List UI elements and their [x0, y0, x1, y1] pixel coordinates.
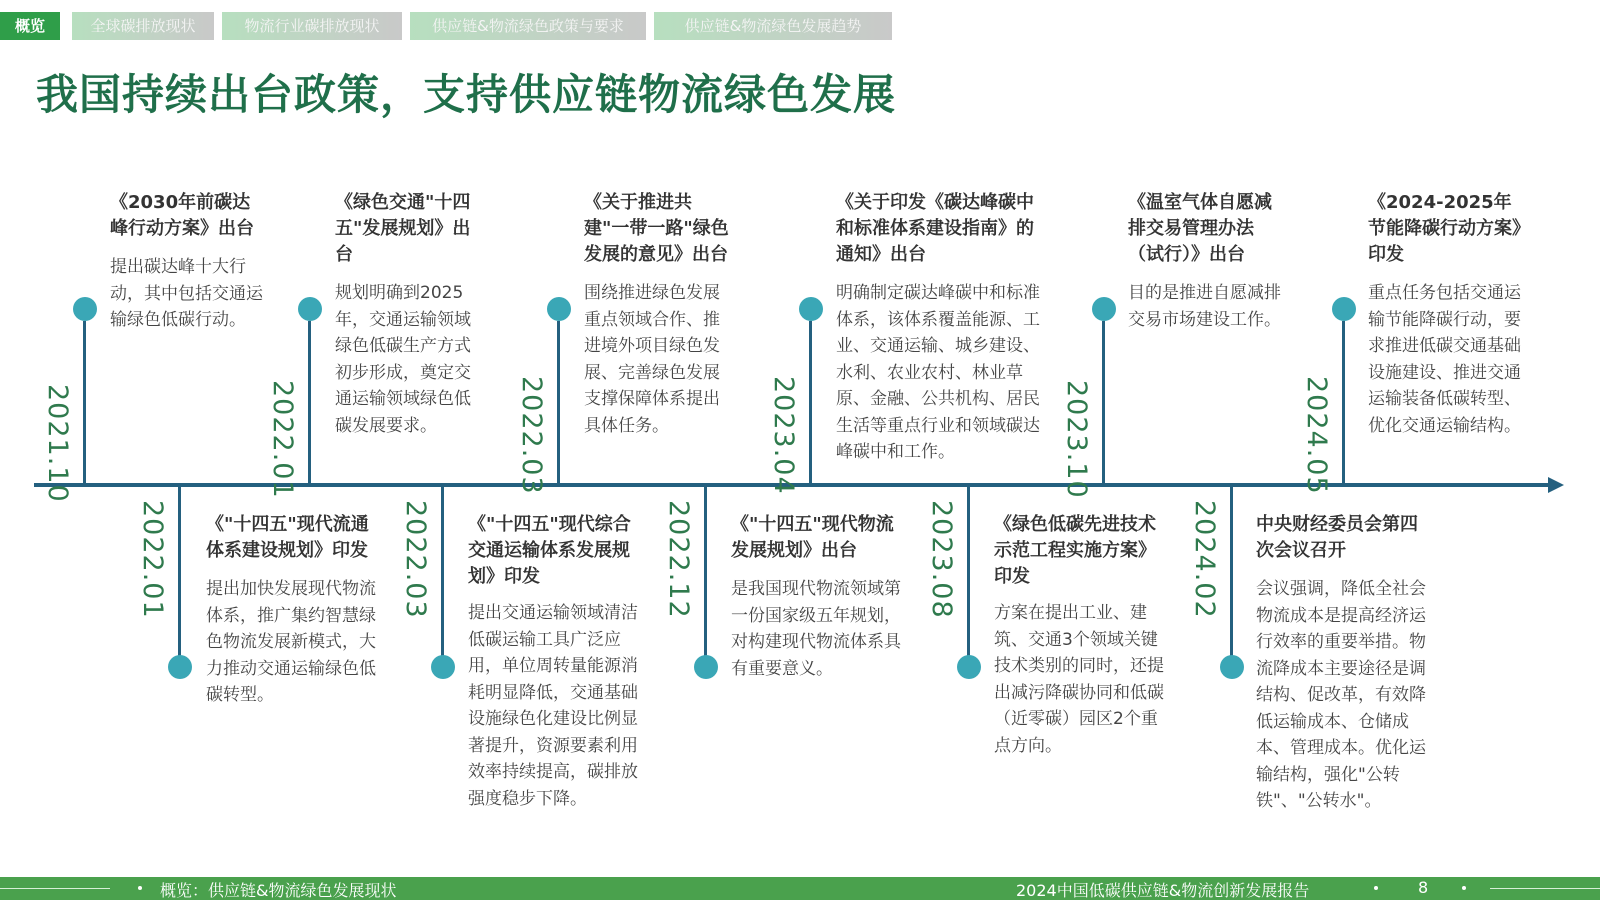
event-date: 2022.03: [400, 500, 431, 619]
footer-bullet: [138, 886, 142, 890]
timeline-dot: [73, 297, 97, 321]
event-desc: 明确制定碳达峰碳中和标准体系，该体系覆盖能源、工业、交通运输、城乡建设、水利、农业农村、林业草原、金融、公共机构、居民生活等重点行业和领域碳达峰碳中和工作。: [836, 283, 1040, 462]
timeline-dot: [1220, 655, 1244, 679]
timeline-stem: [178, 487, 181, 657]
event-date: 2022.01: [137, 500, 168, 619]
tab-overview[interactable]: 概览: [0, 12, 60, 40]
event-date: 2022.03: [516, 376, 547, 495]
timeline-stem: [967, 487, 970, 657]
footer-bullet: [1462, 886, 1466, 890]
event-date: 2024.02: [1189, 500, 1220, 619]
timeline-dot: [957, 655, 981, 679]
event-title: 《绿色交通"十四五"发展规划》出台: [335, 192, 471, 265]
event-date: 2021.10: [42, 384, 73, 503]
event-date: 2023.08: [926, 500, 957, 619]
event-desc: 提出交通运输领域清洁低碳运输工具广泛应用，单位周转量能源消耗明显降低，交通基础设施绿色化建设比例显著提升，资源要素利用效率持续提高，碳排放强度稳步下降。: [468, 603, 638, 809]
timeline-stem: [308, 321, 311, 484]
event-title: 《温室气体自愿减排交易管理办法（试行）》出台: [1128, 192, 1272, 265]
event-desc: 提出加快发展现代物流体系，推广集约智慧绿色物流发展新模式，大力推动交通运输绿色低碳转型。: [206, 579, 376, 705]
timeline-arrow-icon: [1548, 477, 1564, 493]
event-title: 《关于印发《碳达峰碳中和标准体系建设指南》的通知》出台: [836, 192, 1034, 265]
timeline-stem: [809, 321, 812, 484]
footer-bullet: [1374, 886, 1378, 890]
footer-report-title: 2024中国低碳供应链&物流创新发展报告: [1016, 881, 1310, 900]
timeline-stem: [704, 487, 707, 657]
footer-bar: [0, 877, 1600, 900]
event-title: 《2024-2025年节能降碳行动方案》印发: [1368, 192, 1521, 265]
timeline-stem: [1230, 487, 1233, 657]
footer-divider: [0, 888, 110, 889]
timeline-dot: [1092, 297, 1116, 321]
event-title: 中央财经委员会第四次会议召开: [1256, 514, 1418, 561]
timeline-dot: [431, 655, 455, 679]
event-desc: 是我国现代物流领域第一份国家级五年规划，对构建现代物流体系具有重要意义。: [731, 579, 901, 679]
tab-green-trend[interactable]: 供应链&物流绿色发展趋势: [654, 12, 892, 40]
timeline-stem: [83, 321, 86, 484]
event-title: 《2030年前碳达峰行动方案》出台: [110, 192, 254, 239]
timeline-stem: [1102, 321, 1105, 484]
tab-green-policy[interactable]: 供应链&物流绿色政策与要求: [410, 12, 646, 40]
timeline-dot: [298, 297, 322, 321]
event-title: 《绿色低碳先进技术示范工程实施方案》印发: [994, 514, 1156, 587]
page-title: 我国持续出台政策，支持供应链物流绿色发展: [36, 70, 897, 119]
event-date: 2024.05: [1301, 376, 1332, 495]
timeline-stem: [557, 321, 560, 484]
event-title: 《"十四五"现代物流发展规划》出台: [731, 514, 894, 561]
tab-global-emissions[interactable]: 全球碳排放现状: [72, 12, 214, 40]
event-desc: 围绕推进绿色发展重点领域合作、推进境外项目绿色发展、完善绿色发展支撑保障体系提出具体任务。: [584, 283, 720, 436]
timeline-stem: [441, 487, 444, 657]
event-date: 2022.01: [267, 380, 298, 499]
tab-logistics-emissions[interactable]: 物流行业碳排放现状: [222, 12, 402, 40]
footer-divider: [1490, 888, 1600, 889]
timeline-dot: [547, 297, 571, 321]
event-desc: 会议强调，降低全社会物流成本是提高经济运行效率的重要举措。物流降成本主要途径是调结构、促改革，有效降低运输成本、仓储成本、管理成本。优化运输结构，强化"公转铁"、"公转水"。: [1256, 579, 1426, 811]
timeline-dot: [1332, 297, 1356, 321]
event-desc: 目的是推进自愿减排交易市场建设工作。: [1128, 283, 1281, 330]
event-date: 2023.10: [1061, 380, 1092, 499]
timeline-stem: [1342, 321, 1345, 484]
event-title: 《"十四五"现代综合交通运输体系发展规划》印发: [468, 514, 631, 587]
footer-section-label: 概览：供应链&物流绿色发展现状: [160, 881, 397, 900]
event-desc: 提出碳达峰十大行动，其中包括交通运输绿色低碳行动。: [110, 257, 263, 330]
event-date: 2023.04: [768, 376, 799, 495]
page-number: 8: [1418, 878, 1429, 897]
timeline-dot: [694, 655, 718, 679]
timeline-dot: [168, 655, 192, 679]
event-desc: 重点任务包括交通运输节能降碳行动，要求推进低碳交通基础设施建设、推进交通运输装备低碳转型、优化交通运输结构。: [1368, 283, 1521, 436]
event-date: 2022.12: [663, 500, 694, 619]
event-desc: 规划明确到2025年，交通运输领域绿色低碳生产方式初步形成，奠定交通运输领域绿色低碳发展要求。: [335, 283, 471, 436]
timeline-dot: [799, 297, 823, 321]
event-desc: 方案在提出工业、建筑、交通3个领域关键技术类别的同时，还提出减污降碳协同和低碳（近零碳）园区2个重点方向。: [994, 603, 1164, 756]
event-title: 《关于推进共建"一带一路"绿色发展的意见》出台: [584, 192, 729, 265]
event-title: 《"十四五"现代流通体系建设规划》印发: [206, 514, 369, 561]
